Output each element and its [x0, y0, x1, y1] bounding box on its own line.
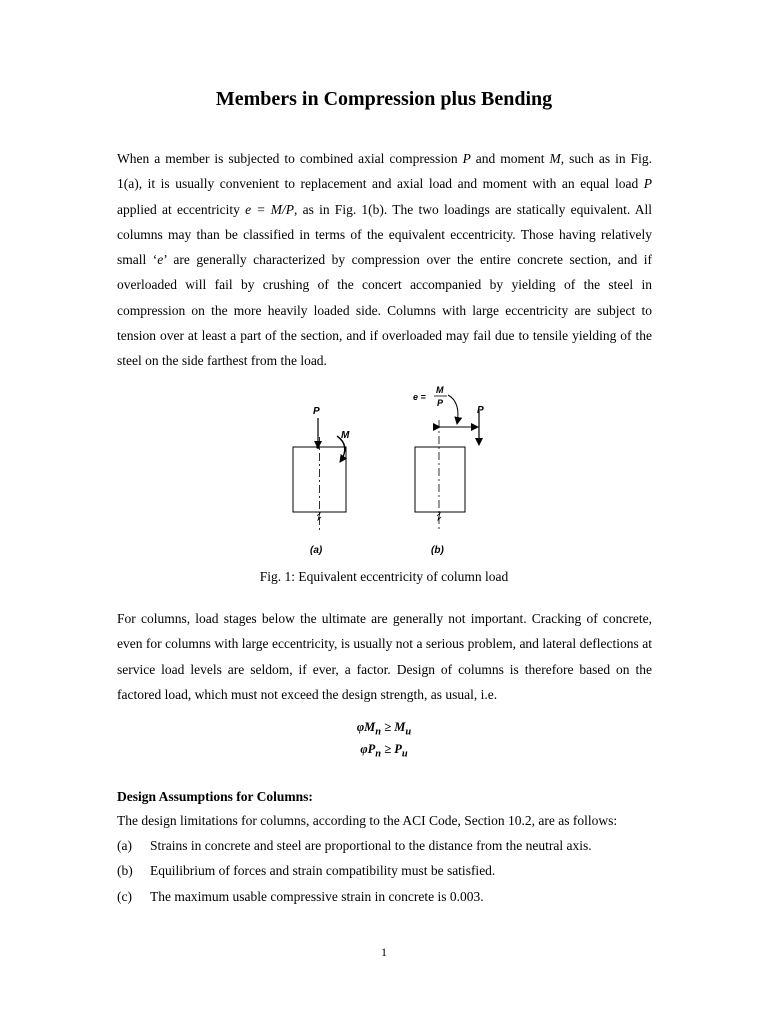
eq-lhs-sub: n	[375, 748, 382, 760]
list-item	[117, 889, 677, 905]
eq-operator: ≥	[381, 742, 395, 756]
eccentricity-leader	[448, 395, 458, 424]
text-run: applied at eccentricity	[117, 201, 246, 217]
label-p-b: P	[477, 405, 484, 416]
intro-paragraph	[117, 146, 652, 374]
equation-moment	[0, 720, 768, 738]
text-run: , as in Fig. 1(b). The two loadings are statically equivalent. All columns may than be classified in terms of the equivalent eccentricity. Those having relatively small ‘	[117, 201, 653, 268]
list-item-text: The maximum usable compressive strain in concrete is 0.003.	[150, 889, 484, 904]
column-b-outline	[415, 447, 465, 512]
load-point-a	[316, 445, 320, 449]
text-run: When a member is subjected to combined axial compression	[117, 151, 463, 166]
label-b: (b)	[431, 545, 444, 556]
symbol-e: e	[157, 252, 164, 268]
figure-drawing	[280, 382, 490, 562]
section-heading: Design Assumptions for Columns:	[117, 789, 313, 804]
eq-rhs: P	[394, 742, 402, 756]
page-number: 1	[381, 945, 387, 959]
list-item-text: Strains in concrete and steel are proportional to the distance from the neutral axis.	[150, 838, 592, 853]
figure-caption: Fig. 1: Equivalent eccentricity of column load	[259, 569, 509, 584]
text-run: and moment	[470, 151, 550, 166]
eq-lhs-sub: n	[375, 726, 382, 738]
list-item	[117, 863, 677, 879]
break-mark-b	[437, 513, 441, 520]
symbol-m: M	[549, 151, 561, 166]
design-paragraph: For columns, load stages below the ultimate are generally not important. Cracking of concrete, even for columns with large eccentricity, is usually not a serious problem, and lateral deflections at service load levels are seldom, if ever, a factor. Design of columns is therefore based on the factored load, which must not exceed the design strength, as usual, i.e.	[117, 611, 652, 702]
list-marker: (a)	[117, 838, 132, 853]
section-intro: The design limitations for columns, according to the ACI Code, Section 10.2, are as follows:	[117, 813, 618, 828]
label-m-a: M	[341, 430, 350, 441]
text-run: ’ are generally characterized by compression over the entire concrete section, and if overloaded will fail by crushing of the concert accompanied by yielding of the steel in compression on the more heavily loaded side. Columns with large eccentricity are subject to tension over at least a part of the section, and if overloaded may fail due to tensile yielding of the steel on the side farthest from the load.	[117, 252, 652, 369]
eq-operator: ≥	[381, 720, 395, 734]
page-title: Members in Compression plus Bending	[215, 88, 553, 110]
eq-lhs: φM	[356, 720, 376, 734]
eq-rhs: M	[394, 720, 406, 734]
label-e: e =	[413, 392, 426, 402]
list-marker: (b)	[117, 863, 133, 878]
symbol-p: P	[462, 151, 471, 166]
eccentricity-formula: e = M/P	[245, 201, 294, 217]
label-a: (a)	[310, 545, 323, 556]
figure-a	[293, 406, 350, 556]
break-mark-a	[317, 513, 321, 520]
column-load-figure	[280, 382, 490, 562]
symbol-p: P	[643, 176, 652, 192]
eq-lhs: φP	[360, 742, 376, 756]
list-item-text: Equilibrium of forces and strain compatibility must be satisfied.	[150, 863, 496, 878]
eq-rhs-sub: u	[401, 748, 408, 760]
list-item	[117, 838, 677, 854]
label-frac-num: M	[436, 385, 444, 395]
text-run: , such as in Fig. 1(a), it is usually convenient to replacement and axial load and moment with an equal load	[117, 151, 652, 192]
label-p-a: P	[313, 406, 320, 417]
label-frac-den: P	[437, 398, 444, 408]
equation-axial	[0, 742, 768, 760]
eq-rhs-sub: u	[405, 726, 412, 738]
figure-b	[413, 385, 484, 556]
list-marker: (c)	[117, 889, 132, 904]
